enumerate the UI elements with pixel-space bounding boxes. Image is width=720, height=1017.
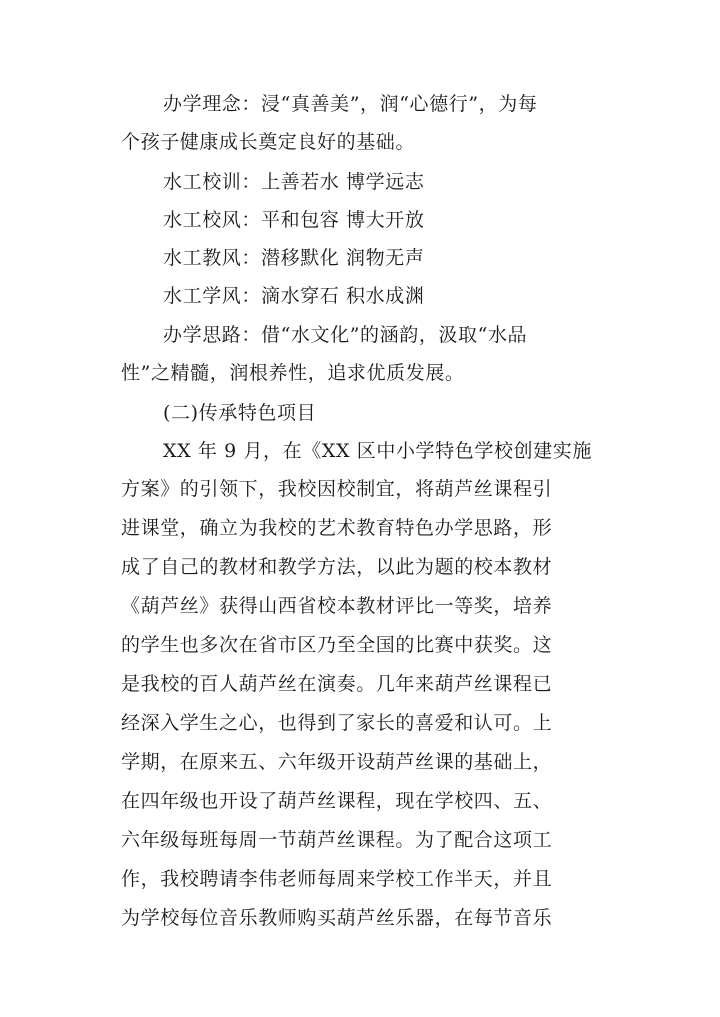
approach-line-1: 办学思路：借“水文化”的涵韵，汲取“水品 xyxy=(163,324,528,346)
body-line: 作，我校聘请李伟老师每周来学校工作半天，并且 xyxy=(121,868,553,890)
approach-line-2: 性”之精髓，润根养性，追求优质发展。 xyxy=(121,362,465,384)
body-line: XX 年 9 月，在《XX 区中小学特色学校创建实施 xyxy=(163,440,592,462)
body-line: 六年级每班每周一节葫芦丝课程。为了配合这项工 xyxy=(121,829,553,851)
school-spirit-line: 水工校风：平和包容 博大开放 xyxy=(163,209,425,231)
teaching-style-line: 水工教风：潜移默化 润物无声 xyxy=(163,247,425,269)
body-line: 是我校的百人葫芦丝在演奏。几年来葫芦丝课程已 xyxy=(121,673,553,695)
body-line: 经深入学生之心，也得到了家长的喜爱和认可。上 xyxy=(121,712,553,734)
body-line: 在四年级也开设了葫芦丝课程，现在学校四、五、 xyxy=(121,790,553,812)
study-style-line: 水工学风：滴水穿石 积水成渊 xyxy=(163,285,425,307)
philosophy-line-1: 办学理念：浸“真善美”，润“心德行”，为每 xyxy=(163,93,538,115)
body-line: 方案》的引领下，我校因校制宜，将葫芦丝课程引 xyxy=(121,478,553,500)
section-heading: (二)传承特色项目 xyxy=(163,402,317,424)
body-line: 为学校每位音乐教师购买葫芦丝乐器，在每节音乐 xyxy=(121,907,553,929)
body-line: 的学生也多次在省市区乃至全国的比赛中获奖。这 xyxy=(121,634,553,656)
body-line: 学期，在原来五、六年级开设葫芦丝课的基础上， xyxy=(121,751,553,773)
body-line: 《葫芦丝》获得山西省校本教材评比一等奖，培养 xyxy=(121,595,553,617)
philosophy-line-2: 个孩子健康成长奠定良好的基础。 xyxy=(121,131,416,153)
motto-line: 水工校训：上善若水 博学远志 xyxy=(163,171,425,193)
body-line: 进课堂，确立为我校的艺术教育特色办学思路，形 xyxy=(121,517,553,539)
body-line: 成了自己的教材和教学方法，以此为题的校本教材 xyxy=(121,556,553,578)
